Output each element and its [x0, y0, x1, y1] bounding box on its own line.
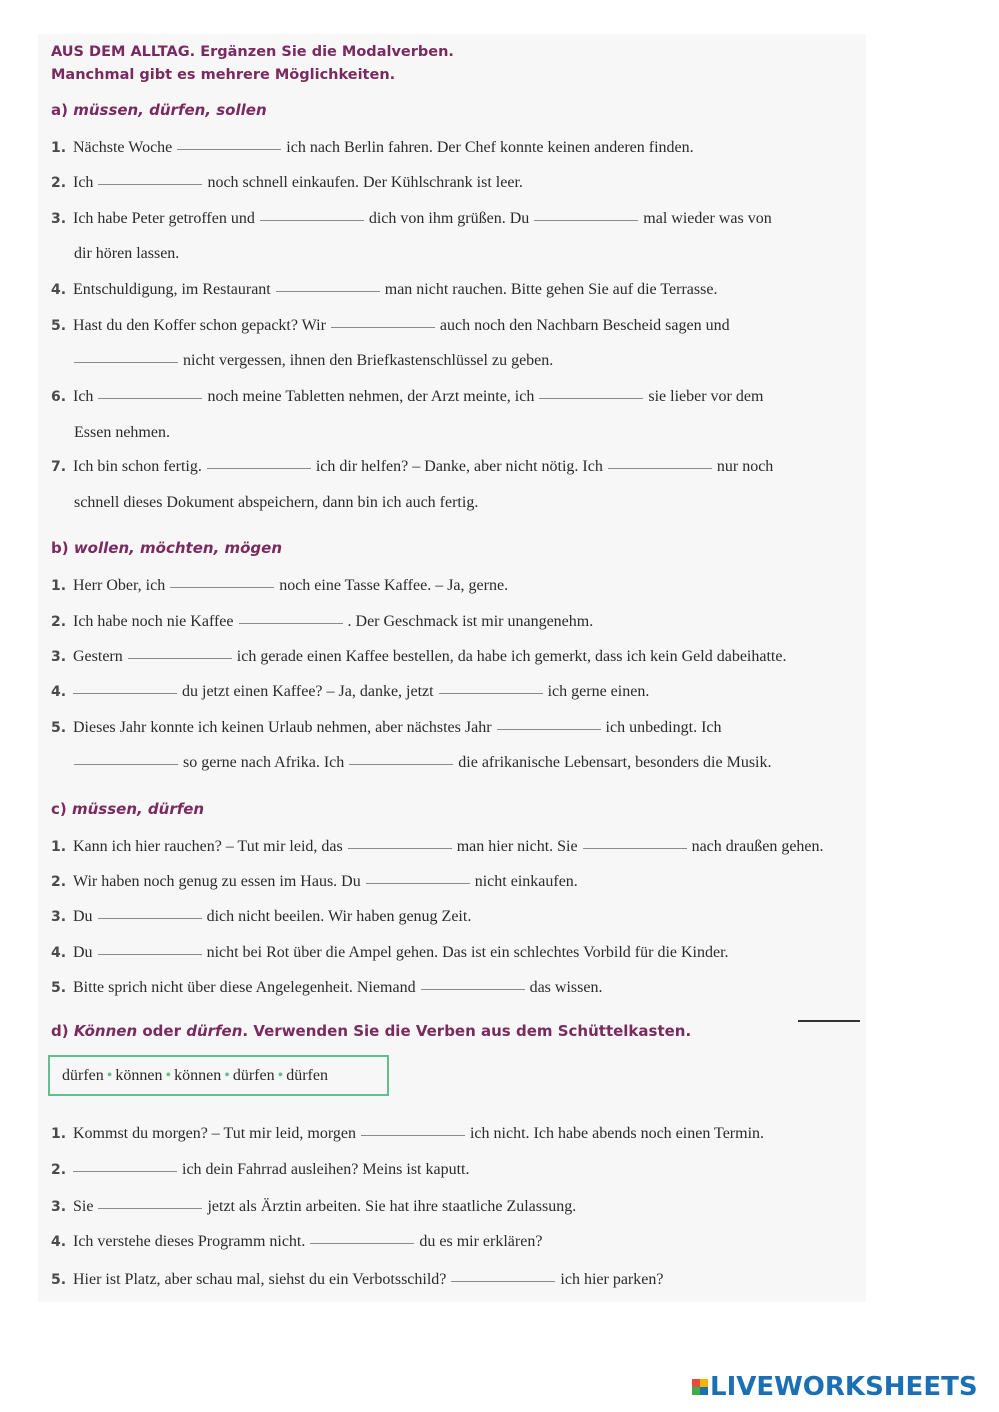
item-number: 7.	[51, 459, 67, 475]
item-number: 5.	[51, 318, 67, 334]
answer-blank[interactable]	[310, 1231, 414, 1244]
section-c-heading	[51, 800, 204, 818]
logo-square	[692, 1387, 700, 1395]
word-separator: •	[106, 1067, 113, 1084]
logo-text: LIVEWORKSHEETS	[710, 1372, 978, 1402]
exercise-item	[51, 716, 722, 740]
exercise-item	[51, 574, 508, 598]
answer-blank[interactable]	[497, 717, 601, 730]
answer-blank[interactable]	[73, 1159, 177, 1172]
answer-blank[interactable]	[421, 977, 525, 990]
sentence-text: nur noch	[716, 458, 774, 475]
section-title: wollen, möchten, mögen	[73, 539, 283, 557]
item-number: 2.	[51, 874, 67, 890]
answer-blank[interactable]	[260, 208, 364, 221]
answer-blank[interactable]	[349, 752, 453, 765]
sentence-text: Hast du den Koffer schon gepackt? Wir	[73, 317, 326, 334]
sentence-text: das wissen.	[529, 979, 603, 996]
answer-blank[interactable]	[331, 315, 435, 328]
item-number: 1.	[51, 839, 67, 855]
exercise-item	[51, 976, 602, 1000]
sentence-text: Du	[73, 908, 93, 925]
item-number: 2.	[51, 175, 67, 191]
item-number: 4.	[51, 1234, 67, 1250]
sentence-text: noch eine Tasse Kaffee. – Ja, gerne.	[279, 577, 509, 594]
logo-square	[692, 1379, 700, 1387]
sentence-text: noch schnell einkaufen. Der Kühlschrank ist leer.	[207, 174, 523, 191]
section-b-heading	[51, 539, 282, 557]
sentence-text: Ich habe noch nie Kaffee	[73, 613, 234, 630]
sentence-text: Du	[73, 944, 93, 961]
section-letter: d)	[51, 1022, 74, 1040]
sentence-text: so gerne nach Afrika. Ich	[183, 754, 345, 771]
item-number: 1.	[51, 578, 67, 594]
sentence-text: Kann ich hier rauchen? – Tut mir leid, das	[73, 838, 343, 855]
answer-blank[interactable]	[539, 386, 643, 399]
logo-square	[700, 1379, 708, 1387]
sentence-text: Ich bin schon fertig.	[73, 458, 202, 475]
answer-blank[interactable]	[239, 611, 343, 624]
exercise-item	[51, 385, 763, 409]
exercise-item	[51, 905, 471, 929]
item-number: 3.	[51, 1199, 67, 1215]
sentence-text: ich unbedingt. Ich	[605, 719, 722, 736]
word-separator: •	[277, 1067, 284, 1084]
item-number: 1.	[51, 1126, 67, 1142]
sentence-text: auch noch den Nachbarn Bescheid sagen und	[439, 317, 730, 334]
sentence-text: Bitte sprich nicht über diese Angelegenheit. Niemand	[73, 979, 416, 996]
section-title-part: Können	[73, 1022, 138, 1040]
sentence-text: du jetzt einen Kaffee? – Ja, danke, jetzt	[182, 683, 434, 700]
exercise-item	[51, 645, 786, 669]
answer-blank[interactable]	[439, 681, 543, 694]
answer-blank[interactable]	[128, 646, 232, 659]
sentence-text: schnell dieses Dokument abspeichern, dann bin ich auch fertig.	[74, 494, 479, 511]
item-number: 3.	[51, 211, 67, 227]
answer-blank[interactable]	[366, 871, 470, 884]
exercise-item	[51, 870, 578, 894]
word-separator: •	[224, 1067, 230, 1084]
sentence-text: ich gerne einen.	[547, 683, 650, 700]
sentence-text: Entschuldigung, im Restaurant	[73, 281, 271, 298]
answer-blank[interactable]	[177, 137, 281, 150]
answer-blank[interactable]	[98, 942, 202, 955]
answer-blank[interactable]	[98, 906, 202, 919]
item-number: 2.	[51, 614, 67, 630]
sentence-text: ich nach Berlin fahren. Der Chef konnte keinen anderen finden.	[286, 139, 694, 156]
section-title-part: oder	[137, 1022, 187, 1040]
section-a-heading	[51, 101, 267, 119]
section-title: müssen, dürfen	[71, 800, 205, 818]
exercise-item	[51, 610, 593, 634]
logo-mark-icon	[692, 1379, 708, 1395]
word-separator: •	[165, 1067, 172, 1084]
box-word: dürfen	[232, 1067, 275, 1084]
sentence-text: nicht vergessen, ihnen den Briefkastenschlüssel zu geben.	[183, 352, 554, 369]
answer-blank[interactable]	[348, 836, 452, 849]
answer-blank[interactable]	[98, 1196, 202, 1209]
sentence-text: dir hören lassen.	[74, 245, 180, 262]
answer-blank[interactable]	[73, 681, 177, 694]
answer-blank[interactable]	[74, 350, 178, 363]
sentence-text: man hier nicht. Sie	[456, 838, 578, 855]
answer-blank[interactable]	[583, 836, 687, 849]
sentence-text: nicht bei Rot über die Ampel gehen. Das ist ein schlechtes Vorbild für die Kinder.	[206, 944, 729, 961]
sentence-text: Sie	[73, 1198, 94, 1215]
exercise-continuation	[74, 491, 478, 515]
exercise-item	[51, 1158, 469, 1182]
section-letter: b)	[51, 539, 74, 557]
exercise-continuation	[74, 421, 170, 445]
sentence-text: ich nicht. Ich habe abends noch einen Termin.	[469, 1125, 765, 1142]
sentence-text: ich dein Fahrrad ausleihen? Meins ist kaputt.	[182, 1161, 470, 1178]
liveworksheets-logo	[692, 1372, 978, 1402]
sentence-text: nicht einkaufen.	[474, 873, 578, 890]
sentence-text: dich von ihm grüßen. Du	[368, 210, 530, 227]
section-letter: a)	[51, 101, 74, 119]
answer-blank[interactable]	[608, 456, 712, 469]
item-number: 5.	[51, 720, 67, 736]
logo-square	[700, 1387, 708, 1395]
answer-blank[interactable]	[207, 456, 311, 469]
section-title-part: dürfen	[186, 1022, 243, 1040]
answer-blank[interactable]	[74, 752, 178, 765]
sentence-text: Kommst du morgen? – Tut mir leid, morgen	[73, 1125, 356, 1142]
item-number: 4.	[51, 684, 67, 700]
answer-blank[interactable]	[276, 279, 380, 292]
sentence-text: sie lieber vor dem	[648, 388, 764, 405]
exercise-item	[51, 136, 694, 160]
sentence-text: Nächste Woche	[73, 139, 173, 156]
exercise-item	[51, 680, 649, 704]
answer-blank[interactable]	[98, 172, 202, 185]
answer-blank[interactable]	[98, 386, 202, 399]
sentence-text: nach draußen gehen.	[691, 838, 824, 855]
exercise-item	[51, 278, 717, 302]
exercise-item	[51, 455, 773, 479]
exercise-item	[51, 1230, 542, 1254]
answer-blank[interactable]	[170, 575, 274, 588]
sentence-text: jetzt als Ärztin arbeiten. Sie hat ihre staatliche Zulassung.	[207, 1198, 577, 1215]
answer-blank[interactable]	[534, 208, 638, 221]
instruction-line-1: AUS DEM ALLTAG. Ergänzen Sie die Modalverben.	[51, 44, 454, 60]
exercise-item	[51, 941, 729, 965]
sentence-text: ich dir helfen? – Danke, aber nicht nötig. Ich	[315, 458, 603, 475]
sentence-text: Hier ist Platz, aber schau mal, siehst du ein Verbotsschild?	[73, 1271, 447, 1288]
section-d-heading	[51, 1022, 691, 1040]
item-number: 2.	[51, 1162, 67, 1178]
exercise-item	[51, 207, 772, 231]
sentence-text: Essen nehmen.	[74, 424, 170, 441]
sentence-text: Dieses Jahr konnte ich keinen Urlaub nehmen, aber nächstes Jahr	[73, 719, 492, 736]
sentence-text: du es mir erklären?	[419, 1233, 543, 1250]
sentence-text: Ich	[73, 388, 94, 405]
sentence-text: mal wieder was von	[643, 210, 772, 227]
sentence-text: ich hier parken?	[560, 1271, 664, 1288]
exercise-continuation	[74, 751, 772, 775]
sentence-text: die afrikanische Lebensart, besonders die Musik.	[458, 754, 772, 771]
section-title: müssen, dürfen, sollen	[73, 101, 267, 119]
sentence-text: man nicht rauchen. Bitte gehen Sie auf die Terrasse.	[384, 281, 718, 298]
box-word: dürfen	[62, 1067, 104, 1084]
sentence-text: ich gerade einen Kaffee bestellen, da habe ich gemerkt, dass ich kein Geld dabeihatte.	[236, 648, 787, 665]
word-box	[48, 1055, 389, 1096]
sentence-text: dich nicht beeilen. Wir haben genug Zeit.	[206, 908, 472, 925]
box-word: dürfen	[286, 1067, 328, 1084]
instruction-line-2: Manchmal gibt es mehrere Möglichkeiten.	[51, 67, 396, 83]
exercise-item	[51, 1268, 663, 1292]
sentence-text: Wir haben noch genug zu essen im Haus. Du	[73, 873, 361, 890]
section-title-part: . Verwenden Sie die Verben aus dem Schüttelkasten.	[242, 1022, 692, 1040]
sentence-text: Ich habe Peter getroffen und	[73, 210, 255, 227]
sentence-text: Ich	[73, 174, 94, 191]
exercise-item	[51, 314, 730, 338]
answer-blank[interactable]	[361, 1123, 465, 1136]
exercise-continuation	[74, 242, 179, 266]
sentence-text: noch meine Tabletten nehmen, der Arzt meinte, ich	[207, 388, 535, 405]
item-number: 5.	[51, 1272, 67, 1288]
item-number: 4.	[51, 282, 67, 298]
exercise-item	[51, 1195, 576, 1219]
exercise-item	[51, 1122, 764, 1146]
exercise-item	[51, 835, 824, 859]
sentence-text: Herr Ober, ich	[73, 577, 166, 594]
sentence-text: . Der Geschmack ist mir unangenehm.	[347, 613, 594, 630]
box-word: können	[174, 1067, 222, 1084]
sentence-text: Ich verstehe dieses Programm nicht.	[73, 1233, 306, 1250]
sentence-text: Gestern	[73, 648, 123, 665]
answer-blank[interactable]	[451, 1269, 555, 1282]
exercise-continuation	[74, 349, 553, 373]
item-number: 6.	[51, 389, 67, 405]
box-word: können	[115, 1067, 163, 1084]
item-number: 5.	[51, 980, 67, 996]
section-letter: c)	[51, 800, 72, 818]
item-number: 4.	[51, 945, 67, 961]
item-number: 3.	[51, 649, 67, 665]
item-number: 3.	[51, 909, 67, 925]
exercise-item	[51, 171, 523, 195]
item-number: 1.	[51, 140, 67, 156]
